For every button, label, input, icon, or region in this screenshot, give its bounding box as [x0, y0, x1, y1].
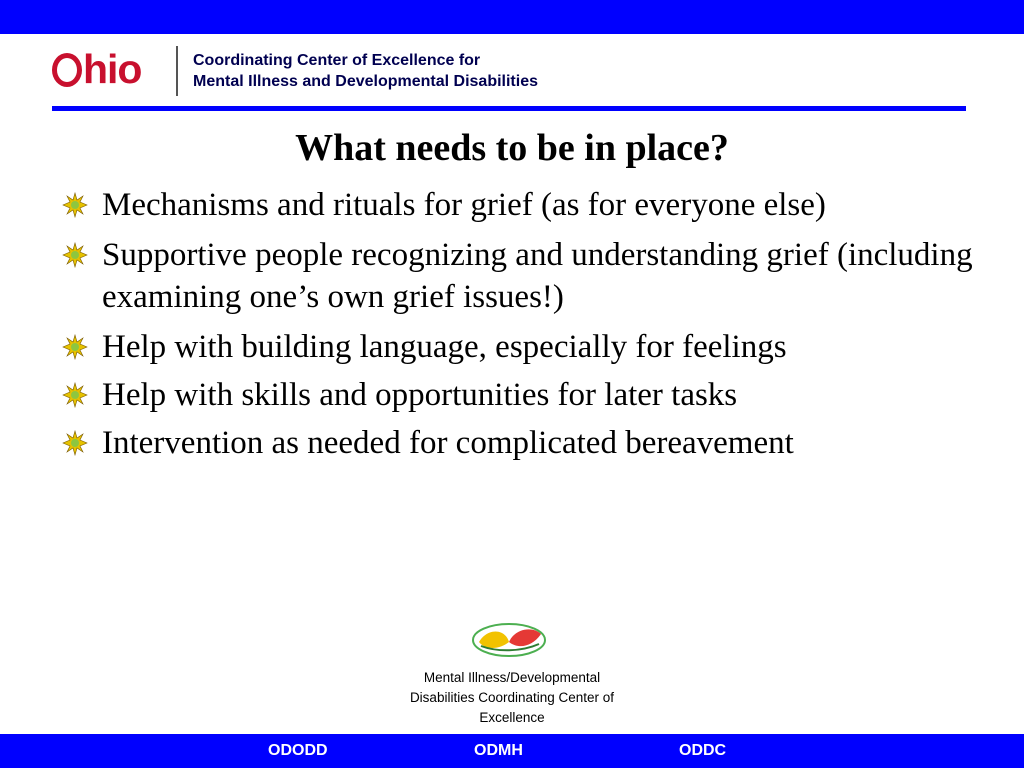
footer-caption-line3: Excellence — [479, 710, 545, 725]
bullet-item — [60, 422, 980, 464]
header — [0, 34, 1024, 106]
sun-bullet-icon — [62, 430, 88, 456]
ohio-logo-text: hio — [83, 46, 142, 92]
bullet-text: Help with building language, especially for feelings — [102, 329, 787, 365]
bullet-text: Intervention as needed for complicated bereavement — [102, 425, 794, 461]
bullet-text: Mechanisms and rituals for grief (as for everyone else) — [102, 187, 826, 223]
ohio-logo-o-shape — [52, 53, 82, 87]
footer-link-ododd[interactable]: ODODD — [268, 742, 328, 759]
organization-name-line2: Mental Illness and Developmental Disabilities — [193, 73, 538, 90]
footer-link-odmh[interactable]: ODMH — [474, 742, 523, 759]
sun-bullet-icon — [62, 242, 88, 268]
ohio-logo — [52, 46, 141, 92]
footer-caption-line2: Disabilities Coordinating Center of — [409, 690, 615, 705]
sun-bullet-icon — [62, 334, 88, 360]
bullet-item — [60, 374, 980, 416]
header-divider — [52, 106, 966, 111]
bullet-text: Help with skills and opportunities for later tasks — [102, 377, 738, 413]
top-banner — [0, 0, 1024, 34]
bullet-list — [60, 184, 980, 472]
sun-bullet-icon — [62, 192, 88, 218]
bullet-item — [60, 326, 980, 368]
slide-title: What needs to be in place? — [295, 127, 729, 169]
logo-divider — [176, 46, 178, 96]
footer-caption — [362, 668, 662, 728]
ccoe-leaf-logo-icon — [469, 620, 549, 660]
organization-name — [193, 50, 538, 92]
sun-bullet-icon — [62, 382, 88, 408]
organization-name-line1: Coordinating Center of Excellence for — [193, 52, 481, 69]
bottom-banner — [0, 734, 1024, 768]
bullet-text: Supportive people recognizing and understanding grief (including examining one’s own grief issues!) — [102, 237, 973, 315]
bullet-item — [60, 234, 980, 318]
footer-caption-line1: Mental Illness/Developmental — [423, 670, 601, 685]
bullet-item — [60, 184, 980, 226]
footer-link-oddc[interactable]: ODDC — [679, 742, 727, 759]
